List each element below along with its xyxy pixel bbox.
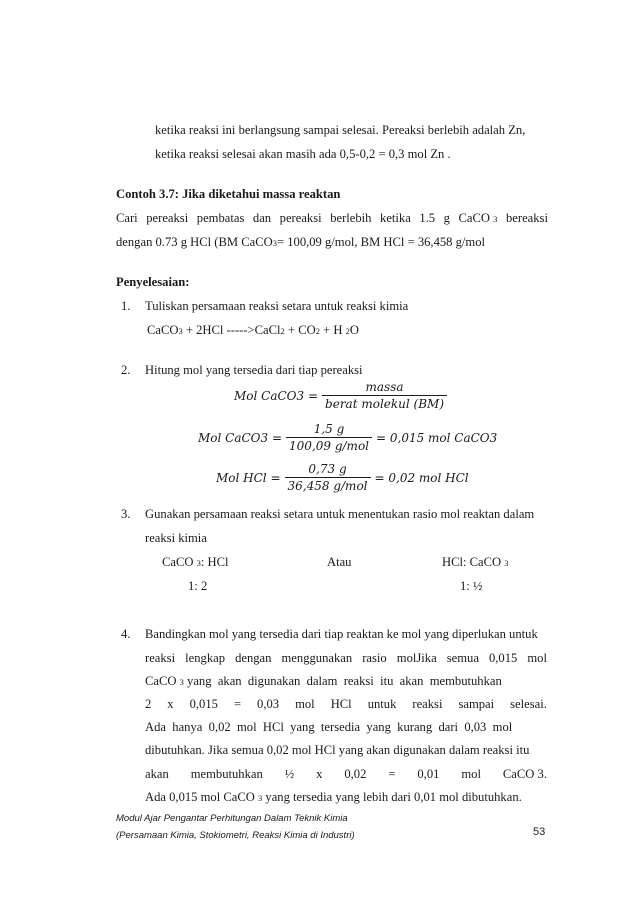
intro-line-2: ketika reaksi selesai akan masih ada 0,5-0,2 = 0,3 mol Zn . — [155, 147, 451, 161]
denominator: berat molekul (BM) — [322, 395, 447, 411]
step-2-text: Hitung mol yang tersedia dari tiap pereaksi — [145, 363, 363, 377]
word-compound — [459, 211, 498, 226]
word: pembatas — [196, 211, 245, 225]
page-number: 53 — [533, 826, 546, 838]
example-line-1 — [116, 211, 548, 226]
word: reaksi — [412, 697, 443, 711]
ratio-right-value: 1: ½ — [460, 579, 483, 593]
step-4-line-4 — [145, 697, 547, 712]
fraction — [285, 462, 371, 493]
word: 0,015 — [189, 697, 218, 711]
step-4-line-3 — [145, 674, 502, 689]
text: O — [349, 323, 359, 337]
step-4-number: 4. — [121, 627, 131, 641]
word: 0,03 — [257, 697, 280, 711]
equation-lhs: Mol HCl = — [216, 470, 281, 485]
word: Cari — [116, 211, 138, 225]
word: ketika — [380, 211, 411, 225]
word: rasio — [362, 651, 387, 665]
word: berlebih — [330, 211, 372, 225]
equation-mol-caco3-formula — [234, 380, 447, 411]
word: sampai — [458, 697, 495, 711]
word: x — [167, 697, 174, 711]
subscript: 3 — [272, 238, 277, 248]
word: pereaksi — [146, 211, 189, 225]
word: mol — [527, 651, 547, 665]
word: mol — [461, 767, 481, 781]
step-3-line-2: reaksi kimia — [145, 531, 207, 545]
ratio-or-label: Atau — [327, 555, 352, 569]
word: 1.5 — [419, 211, 436, 225]
equation-lhs: Mol CaCO3 = — [234, 388, 319, 403]
ratio-right-label — [442, 555, 509, 570]
text: CaCO — [147, 323, 179, 337]
denominator: 100,09 g/mol — [286, 437, 372, 453]
subscript: 3 — [493, 214, 498, 224]
word: = — [233, 697, 242, 711]
step-1-text: Tuliskan persamaan reaksi setara untuk reaksi kimia — [145, 299, 409, 313]
text: dengan 0.73 g HCl (BM CaCO — [116, 235, 273, 249]
word: = — [388, 767, 396, 781]
subscript: 3 — [179, 677, 184, 687]
step-4-line-1: Bandingkan mol yang tersedia dari tiap reaktan ke mol yang diperlukan untuk — [145, 627, 538, 641]
subscript: 3 — [258, 793, 263, 803]
text: yang akan digunakan dalam reaksi itu akan membutuhkan — [183, 674, 502, 688]
step-2-number: 2. — [121, 363, 131, 377]
word: molJika — [396, 651, 437, 665]
numerator: massa — [365, 380, 404, 394]
step-4-line-5: Ada hanya 0,02 mol HCl yang tersedia yang kurang dari 0,03 mol — [145, 720, 513, 734]
equation-mol-caco3-value — [198, 422, 497, 453]
word: bereaksi — [505, 211, 548, 225]
step-1-number: 1. — [121, 299, 131, 313]
numerator: 1,5 g — [313, 422, 345, 436]
subscript: 3 — [196, 558, 201, 568]
step-4-line-8 — [145, 790, 522, 805]
word: mol — [295, 697, 315, 711]
text: Ada 0,015 mol CaCO — [145, 790, 255, 804]
word: HCl — [330, 697, 352, 711]
subscript: 2 — [315, 326, 320, 336]
text: CaCO — [162, 555, 194, 569]
word: pereaksi — [279, 211, 322, 225]
word: 0,01 — [417, 767, 440, 781]
denominator: 36,458 g/mol — [285, 477, 371, 493]
subscript: 3 — [504, 558, 509, 568]
footer-line-1: Modul Ajar Pengantar Perhitungan Dalam Teknik Kimia — [116, 813, 348, 824]
footer-line-2: (Persamaan Kimia, Stokiometri, Reaksi Kimia di Industri) — [116, 830, 355, 841]
word: 2 — [145, 697, 152, 711]
word: untuk — [367, 697, 397, 711]
word: reaksi — [145, 651, 176, 665]
word: selesai. — [510, 697, 547, 711]
word: lengkap — [185, 651, 226, 665]
step-4-line-6: dibutuhkan. Jika semua 0,02 mol HCl yang akan digunakan dalam reaksi itu — [145, 743, 530, 757]
example-line-2 — [116, 235, 485, 250]
text: = 100,09 g/mol, BM HCl = 36,458 g/mol — [276, 235, 485, 249]
text: : HCl — [200, 555, 229, 569]
text: CaCO — [145, 674, 177, 688]
ratio-left-label — [162, 555, 229, 570]
step-1-equation — [147, 323, 359, 338]
word: CaCO — [458, 211, 491, 225]
word: dengan — [235, 651, 272, 665]
subscript: 3 — [178, 326, 183, 336]
equation-rhs: = 0,015 mol CaCO3 — [376, 430, 498, 445]
equation-rhs: = 0,02 mol HCl — [374, 470, 469, 485]
intro-line-1: ketika reaksi ini berlangsung sampai selesai. Pereaksi berlebih adalah Zn, — [155, 123, 526, 137]
text: + 2HCl ----->CaCl — [182, 323, 281, 337]
text: yang tersedia yang lebih dari 0,01 mol dibutuhkan. — [262, 790, 522, 804]
word: akan — [145, 767, 169, 781]
text: HCl: CaCO — [442, 555, 502, 569]
word: 0,02 — [344, 767, 367, 781]
equation-lhs: Mol CaCO3 = — [198, 430, 283, 445]
word: semua — [446, 651, 479, 665]
step-3-number: 3. — [121, 507, 131, 521]
word: 0,015 — [488, 651, 518, 665]
step-4-line-2 — [145, 651, 547, 666]
fraction — [286, 422, 372, 453]
example-title: Contoh 3.7: Jika diketahui massa reaktan — [116, 187, 341, 201]
word: g — [443, 211, 450, 225]
subscript: 2 — [280, 326, 285, 336]
word: x — [316, 767, 323, 781]
step-3-line-1: Gunakan persamaan reaksi setara untuk menentukan rasio mol reaktan dalam — [145, 507, 535, 521]
solution-title: Penyelesaian: — [116, 275, 190, 289]
equation-mol-hcl-value — [216, 462, 469, 493]
word: CaCO 3. — [502, 767, 547, 781]
text: + CO — [284, 323, 316, 337]
fraction — [322, 380, 447, 411]
subscript: 2 — [345, 326, 350, 336]
text: + H — [319, 323, 346, 337]
step-4-line-7 — [145, 767, 547, 782]
numerator: 0,73 g — [308, 462, 347, 476]
word: dan — [252, 211, 272, 225]
word: ½ — [284, 767, 295, 781]
word: menggunakan — [281, 651, 353, 665]
word: membutuhkan — [190, 767, 263, 781]
ratio-left-value: 1: 2 — [188, 579, 208, 593]
